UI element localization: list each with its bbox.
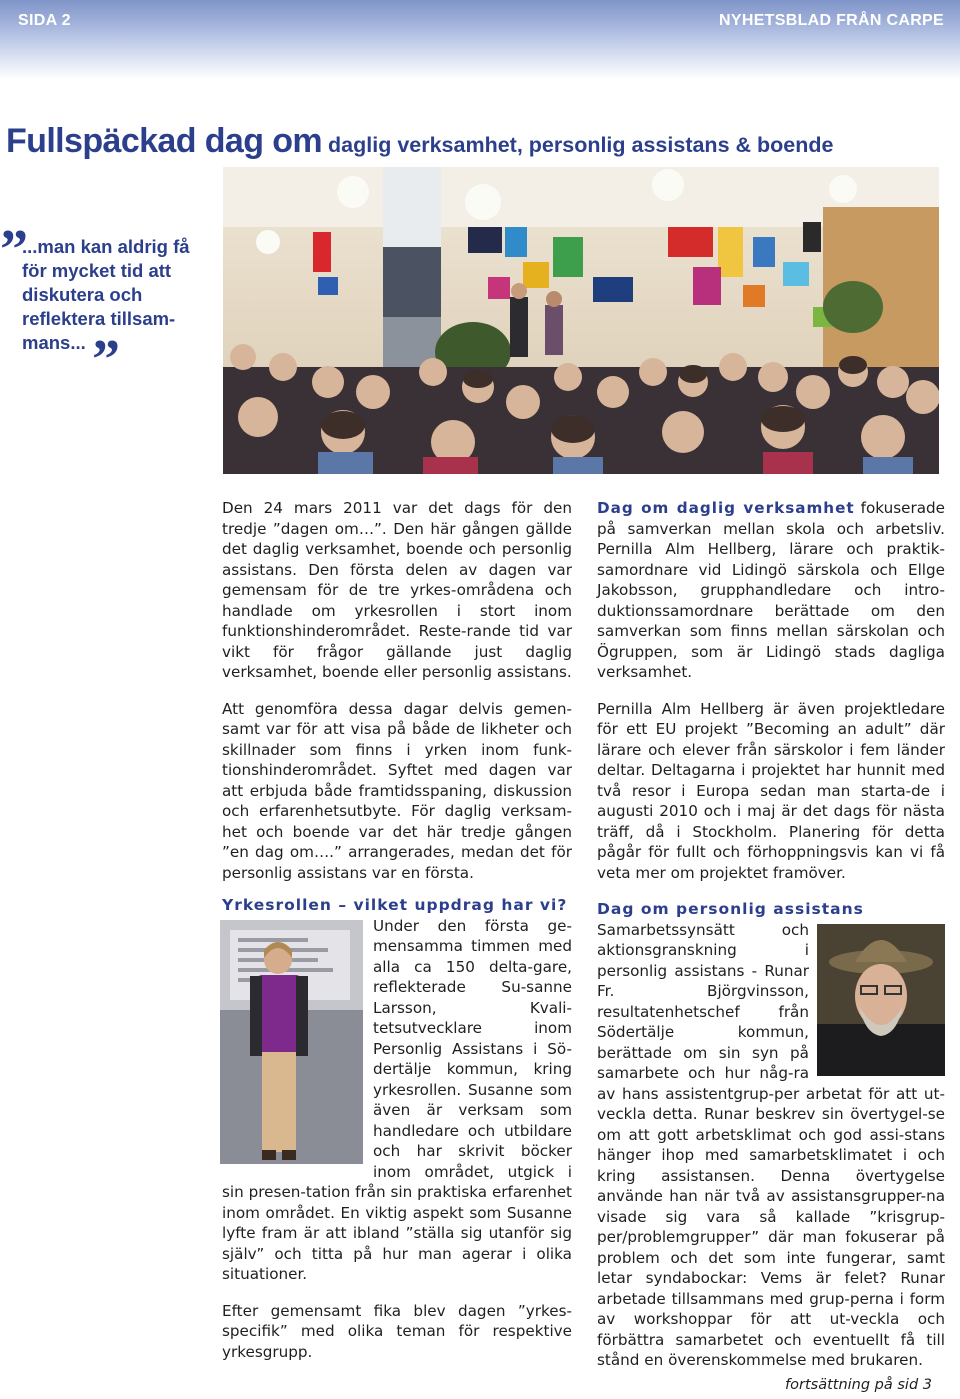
speaker-photo [220, 920, 363, 1164]
paragraph-purpose: Att genomföra dessa dagar delvis gemen-samt var för att visa på både de likheter och skillnader som finns i yrken inom funk-tionshinderområdet. Syftet med dagen var att erbjuda både framtidsspaning, diskussion och erfarenhetsutbyte. För daglig verksam-het och boende var det här tredje gången ”en dag om….” arrangerades, medan det för personlig assistans var en första. [222, 699, 572, 882]
quote-text: ...man kan aldrig få för mycket tid att diskutera och reflektera tillsam-mans... [22, 236, 190, 353]
quote-close-mark: ” [92, 329, 120, 391]
page-label: SIDA 2 [18, 12, 71, 29]
title-main: Fullspäckad dag om [6, 122, 323, 160]
subheading-yrkesrollen: Yrkesrollen – vilket uppdrag har vi? [222, 896, 568, 914]
paragraph-eu-project: Pernilla Alm Hellberg är även projektledare för ett EU projekt ”Becoming an adult” där lärare och elever från särskolor i fem länder deltar. Deltagarna i projektet har hunnit med två resor i Europa sedan man starta-de i augusti 2010 och i maj är det dags för nästa träff, då i Stockholm. Planering för detta pågår för fullt och förhoppningsvis kan vi få veta mer om projektet framöver. [597, 699, 945, 882]
quote-open-mark: ” [0, 219, 28, 281]
paragraph-fika: Efter gemensamt fika blev dagen ”yrkes-specifik” med olika teman för respektive yrkesgrupp. [222, 1301, 572, 1361]
speaker-photo-wrap [220, 920, 363, 1164]
title-rest: daglig verksamhet, personlig assistans & boende [322, 133, 834, 157]
paragraph-runar: Samarbetssynsätt och aktionsgranskning i personlig assistans - Runar Fr. Björgvinsson, resultatenhetschef från Södertälje kommun, berättade om sin syn på samarbete och hur någ-ra av hans assistentgrup-per arbetat för att ut-veckla detta. Runar beskrev sin övertygel-se om att gott arbetsklimat och god assi-stans hänger ihop med samarbetsklimatet i och kring assistansen. Denna övertygelse använde han när två av assistansgrupper-na visade sig vara så kallade ”krisgrup-per/problemgrupper” där man fokuserar på problem och det som inte fungerar, samt letar syndabockar: Vems är felet? Runar arbetade tillsammans med grup-perna i form av workshoppar för att ut-veckla och förbättra samarbetet och eventuellt få till stånd en överenskommelse med brukaren. [597, 920, 945, 1369]
article-column-left [222, 498, 572, 1362]
paragraph-intro: Den 24 mars 2011 var det dags för den tredje ”dagen om…”. Den här gången gällde det daglig verksamhet, boende och personlig assistans. Den första delen av dagen var gemensam för de tre yrkes-områdena och handlade om yrkesrollen i stort inom funktionshinderområdet. Reste-rande tid var vikt för frågor gällande just daglig verksamhet, boende eller personlig assistans. [222, 499, 572, 681]
paragraph-daglig-verksamhet [597, 498, 945, 683]
daglig-verksamhet-text: fokuserade på samverkan mellan skola och arbetsliv. Pernilla Alm Hellberg, lärare och praktik-samordnare vid Lidingö särskola och Ellge Jakobsson, grupphandledare och intro-duktionssamordnare berättade om den samverkan som finns mellan särskolan och Ögruppen, som är Lidingö stads dagliga verksamhet. [597, 499, 945, 681]
runar-photo [817, 924, 945, 1076]
header-band [0, 0, 960, 80]
lead-daglig-verksamhet: Dag om daglig verksamhet [597, 499, 855, 517]
continued-note: fortsättning på sid 3 [785, 1377, 932, 1393]
runar-photo-wrap [817, 924, 945, 1076]
conference-photo [223, 167, 939, 474]
subheading-personlig-assistans: Dag om personlig assistans [597, 900, 864, 918]
newsletter-name: NYHETSBLAD FRÅN CARPE [719, 12, 944, 29]
paragraph-susanne: Under den första ge-mensamma timmen med alla ca 150 delta-gare, reflekterade Su-sanne Larsson, Kvali-tetsutvecklare inom Personlig Assistans i Sö-dertälje kommun, kring yrkesrollen. Susanne som även är verksam som handledare och utbildare och har skrivit böcker inom området, utgick i sin presen-tation från sin praktiska erfarenhet inom området. En viktig aspekt som Susanne lyfte fram är att ibland ”ställa sig utanför sig själv” och titta på hur man agerar i olika situationer. [222, 916, 572, 1283]
article-title [6, 122, 833, 161]
article-column-right [597, 498, 945, 1371]
